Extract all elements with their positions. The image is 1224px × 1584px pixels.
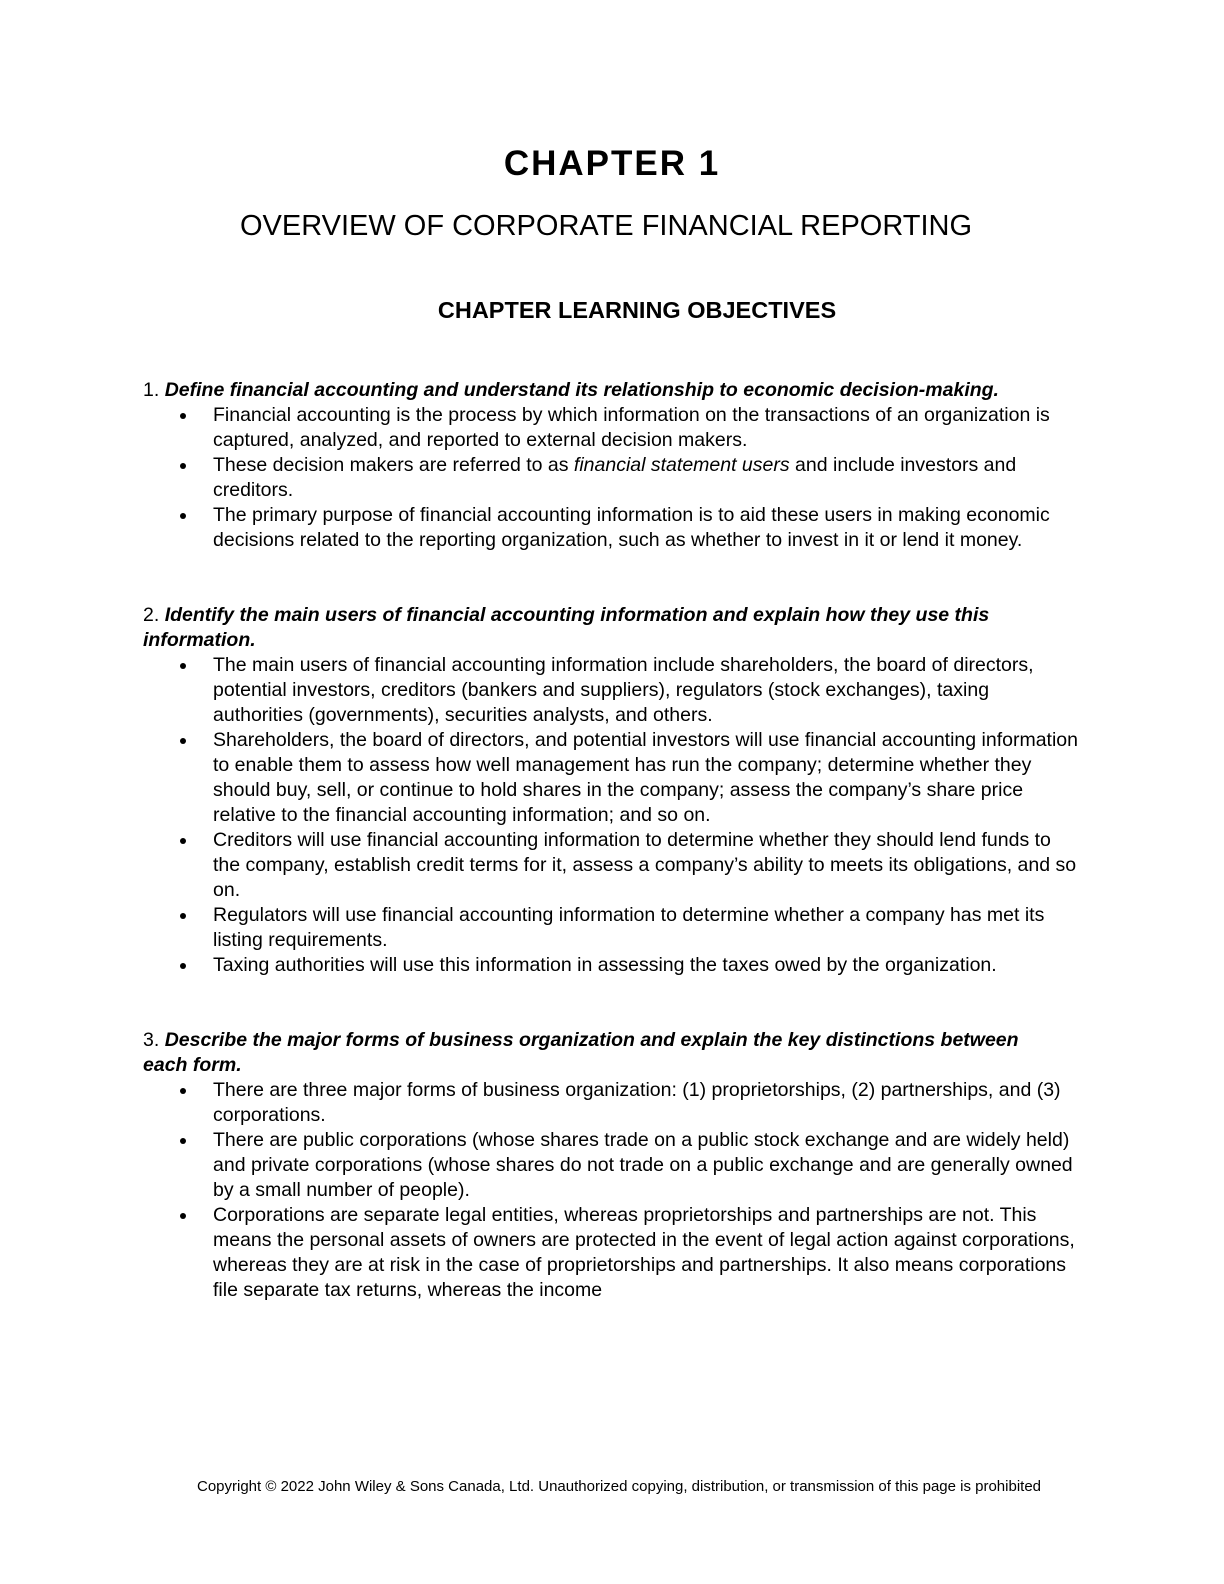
- list-item: [213, 1128, 1083, 1203]
- list-item: [213, 1078, 1083, 1128]
- bullet-icon: [180, 738, 186, 744]
- objective-number: 1.: [143, 379, 160, 401]
- bullet-text: The main users of financial accounting information include shareholders, the board of directors, potential investors, creditors (bankers and suppliers), regulators (stock exchanges), taxing authorities (governments), securities analysts, and others.: [213, 654, 1034, 726]
- objective-heading: [143, 603, 1083, 653]
- bullet-list: [143, 653, 1083, 978]
- bullet-icon: [180, 513, 186, 519]
- objective-1: [143, 378, 1083, 553]
- bullet-text: Creditors will use financial accounting information to determine whether they should lend funds to the company, establish credit terms for it, assess a company’s ability to meets its obligations, and so on.: [213, 829, 1077, 901]
- bullet-icon: [180, 838, 186, 844]
- bullet-text: Taxing authorities will use this information in assessing the taxes owed by the organization.: [213, 954, 997, 976]
- bullet-text: Regulators will use financial accounting information to determine whether a company has met its listing requirements.: [213, 904, 1045, 951]
- bullet-icon: [180, 413, 186, 419]
- bullet-text: Corporations are separate legal entities, whereas proprietorships and partnerships are not. This means the personal assets of owners are protected in the event of legal action against corporations, whereas they are at risk in the case of proprietorships and partnerships. It also means corporations file separate tax returns, whereas the income: [213, 1204, 1075, 1301]
- objective-number: 3.: [143, 1029, 160, 1051]
- list-item: [213, 453, 1083, 503]
- bullet-icon: [180, 663, 186, 669]
- bullet-text-pre: These decision makers are referred to as: [213, 454, 574, 476]
- chapter-number: CHAPTER 1: [503, 144, 721, 183]
- objective-heading-text: Identify the main users of financial accounting information and explain how they use this information.: [143, 604, 990, 651]
- list-item: [213, 728, 1083, 828]
- bullet-icon: [180, 1088, 186, 1094]
- bullet-text-emphasis: financial statement users: [573, 454, 790, 476]
- list-item: [213, 653, 1083, 728]
- objective-heading: [143, 378, 1083, 403]
- bullet-text-post: and include investors and creditors.: [213, 454, 1017, 501]
- bullet-text: Shareholders, the board of directors, and potential investors will use financial accounting information to enable them to assess how well management has run the company; determine whether they should buy, sell, or continue to hold shares in the company; assess the company’s share price relative to the financial accounting information; and so on.: [213, 729, 1078, 826]
- objective-heading-text: Describe the major forms of business organization and explain the key distinctions between each form.: [143, 1029, 1019, 1076]
- bullet-icon: [180, 463, 186, 469]
- list-item: [213, 503, 1083, 553]
- objective-heading-text: Define financial accounting and understand its relationship to economic decision-making.: [164, 379, 999, 401]
- objective-number: 2.: [143, 604, 160, 626]
- objective-3: [143, 1028, 1083, 1303]
- bullet-icon: [180, 963, 186, 969]
- list-item: [213, 953, 1083, 978]
- bullet-list: [143, 403, 1083, 553]
- objective-heading: [143, 1028, 1083, 1078]
- bullet-icon: [180, 1138, 186, 1144]
- bullet-text: There are public corporations (whose shares trade on a public stock exchange and are widely held) and private corporations (whose shares do not trade on a public exchange and are generally owned by a small number of people).: [213, 1129, 1073, 1201]
- chapter-title: OVERVIEW OF CORPORATE FINANCIAL REPORTING: [239, 210, 973, 242]
- list-item: [213, 403, 1083, 453]
- list-item: [213, 903, 1083, 953]
- copyright-footer: Copyright © 2022 John Wiley & Sons Canada, Ltd. Unauthorized copying, distribution, or transmission of this page is prohibited: [197, 1478, 1042, 1495]
- section-heading: CHAPTER LEARNING OBJECTIVES: [437, 297, 837, 323]
- objectives-list: [143, 378, 1083, 1303]
- list-item: [213, 1203, 1083, 1303]
- bullet-list: [143, 1078, 1083, 1303]
- bullet-text: There are three major forms of business organization: (1) proprietorships, (2) partnerships, and (3) corporations.: [213, 1079, 1061, 1126]
- bullet-icon: [180, 913, 186, 919]
- list-item: [213, 828, 1083, 903]
- objective-2: [143, 603, 1083, 978]
- bullet-text: The primary purpose of financial accounting information is to aid these users in making economic decisions related to the reporting organization, such as whether to invest in it or lend it money.: [213, 504, 1050, 551]
- bullet-icon: [180, 1213, 186, 1219]
- bullet-text: Financial accounting is the process by which information on the transactions of an organization is captured, analyzed, and reported to external decision makers.: [213, 404, 1050, 451]
